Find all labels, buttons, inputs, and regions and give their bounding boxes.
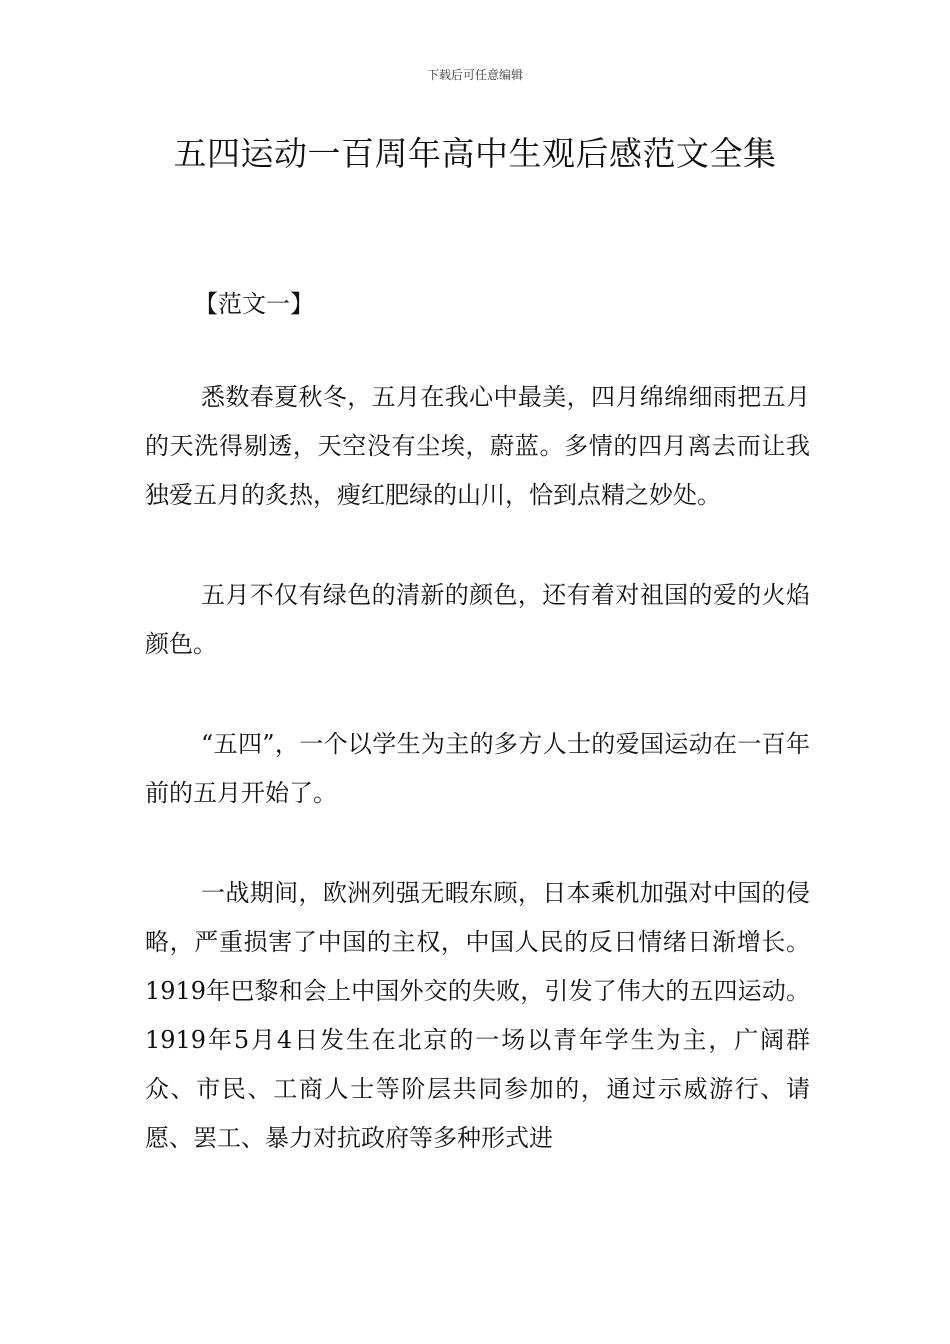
paragraph: “五四”，一个以学生为主的多方人士的爱国运动在一百年前的五月开始了。 — [145, 730, 810, 807]
header-note: 下载后可任意编辑 — [426, 68, 523, 82]
document-title: 五四运动一百周年高中生观后感范文全集 — [173, 134, 777, 173]
body-text — [145, 373, 810, 1214]
section-heading: 【范文一】 — [194, 290, 314, 318]
paragraph: 五月不仅有绿色的清新的颜色，还有着对祖国的爱的火焰颜色。 — [145, 581, 810, 658]
paragraph: 一战期间，欧洲列强无暇东顾，日本乘机加强对中国的侵略，严重损害了中国的主权，中国人民的反日情绪日渐增长。1919年巴黎和会上中国外交的失败，引发了伟大的五四运动。1919年5月4日发生在北京的一场以青年学生为主，广阔群众、市民、工商人士等阶层共同参加的，通过示威游行、请愿、罢工、暴力对抗政府等多种形式进 — [145, 879, 810, 1152]
paragraph: 悉数春夏秋冬，五月在我心中最美，四月绵绵细雨把五月的天洗得剔透，天空没有尘埃，蔚蓝。多情的四月离去而让我独爱五月的炙热，瘦红肥绿的山川，恰到点精之妙处。 — [145, 383, 810, 509]
